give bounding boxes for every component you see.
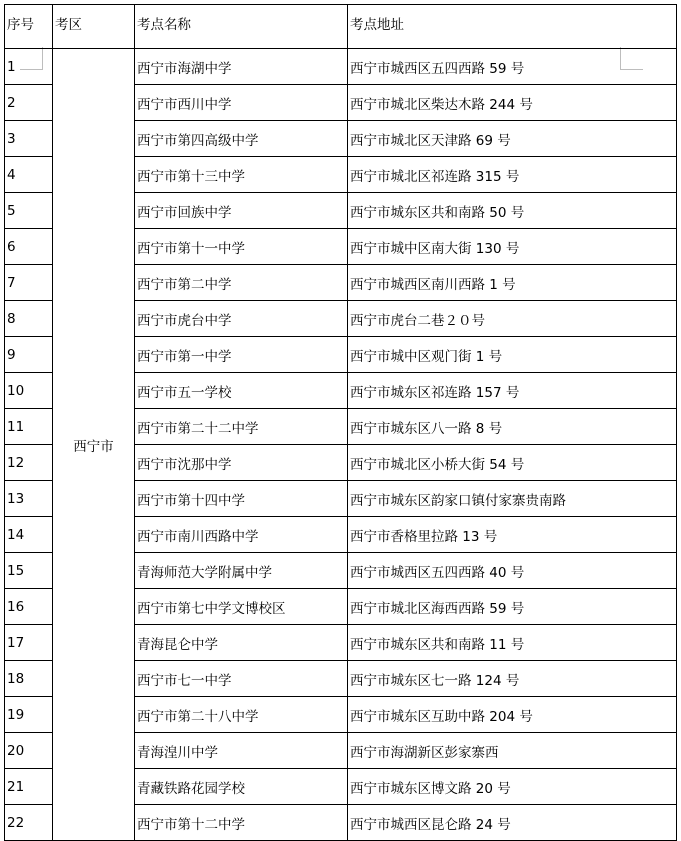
- cell-address: 西宁市城东区博文路 20 号: [348, 769, 677, 805]
- cell-no: 19: [5, 697, 53, 733]
- cell-no: 11: [5, 409, 53, 445]
- cell-name: 西宁市第十一中学: [135, 229, 348, 265]
- cell-no: 7: [5, 265, 53, 301]
- cell-name: 西宁市七一中学: [135, 661, 348, 697]
- cell-no: 8: [5, 301, 53, 337]
- exam-site-table: [4, 4, 677, 841]
- cell-no: 22: [5, 805, 53, 841]
- cell-no: 12: [5, 445, 53, 481]
- cell-name: 青海昆仑中学: [135, 625, 348, 661]
- table-header-row: [5, 5, 677, 49]
- table-row: [5, 49, 677, 85]
- cell-no: 9: [5, 337, 53, 373]
- cell-address: 西宁市城北区天津路 69 号: [348, 121, 677, 157]
- cell-address: 西宁市城北区柴达木路 244 号: [348, 85, 677, 121]
- header-name: 考点名称: [135, 5, 348, 49]
- cell-name: 西宁市第十三中学: [135, 157, 348, 193]
- cell-address: 西宁市城东区共和南路 50 号: [348, 193, 677, 229]
- header-no: 序号: [5, 5, 53, 49]
- cell-no: 3: [5, 121, 53, 157]
- cell-no: 16: [5, 589, 53, 625]
- cell-name: 西宁市第二十二中学: [135, 409, 348, 445]
- cell-address: 西宁市城东区八一路 8 号: [348, 409, 677, 445]
- cell-no: 10: [5, 373, 53, 409]
- cell-address: 西宁市城北区海西西路 59 号: [348, 589, 677, 625]
- cell-name: 青海师范大学附属中学: [135, 553, 348, 589]
- cell-address: 西宁市城北区小桥大街 54 号: [348, 445, 677, 481]
- cell-address: 西宁市城西区五四西路 59 号: [348, 49, 677, 85]
- cell-no: 15: [5, 553, 53, 589]
- cell-address: 西宁市虎台二巷２０号: [348, 301, 677, 337]
- cell-no: 1: [5, 49, 53, 85]
- cell-region: 西宁市: [53, 49, 135, 841]
- cell-name: 青藏铁路花园学校: [135, 769, 348, 805]
- cell-address: 西宁市城东区共和南路 11 号: [348, 625, 677, 661]
- cell-address: 西宁市城中区观门街 1 号: [348, 337, 677, 373]
- cell-address: 西宁市香格里拉路 13 号: [348, 517, 677, 553]
- cell-name: 西宁市第一中学: [135, 337, 348, 373]
- cell-address: 西宁市城东区祁连路 157 号: [348, 373, 677, 409]
- cell-name: 西宁市第十四中学: [135, 481, 348, 517]
- cell-no: 18: [5, 661, 53, 697]
- cell-no: 21: [5, 769, 53, 805]
- cell-no: 20: [5, 733, 53, 769]
- cell-no: 5: [5, 193, 53, 229]
- header-address: 考点地址: [348, 5, 677, 49]
- cell-name: 西宁市海湖中学: [135, 49, 348, 85]
- cell-no: 2: [5, 85, 53, 121]
- cell-address: 西宁市城东区韵家口镇付家寨贵南路: [348, 481, 677, 517]
- cell-address: 西宁市海湖新区彭家寨西: [348, 733, 677, 769]
- cell-name: 西宁市第十二中学: [135, 805, 348, 841]
- cell-address: 西宁市城北区祁连路 315 号: [348, 157, 677, 193]
- cell-name: 西宁市沈那中学: [135, 445, 348, 481]
- cell-no: 6: [5, 229, 53, 265]
- cell-name: 西宁市第四高级中学: [135, 121, 348, 157]
- cell-address: 西宁市城东区互助中路 204 号: [348, 697, 677, 733]
- cell-no: 13: [5, 481, 53, 517]
- cell-name: 西宁市第二十八中学: [135, 697, 348, 733]
- cell-address: 西宁市城西区五四西路 40 号: [348, 553, 677, 589]
- cell-name: 青海湟川中学: [135, 733, 348, 769]
- cell-address: 西宁市城西区南川西路 1 号: [348, 265, 677, 301]
- cell-name: 西宁市虎台中学: [135, 301, 348, 337]
- cell-no: 17: [5, 625, 53, 661]
- cell-name: 西宁市第七中学文博校区: [135, 589, 348, 625]
- cell-name: 西宁市第二中学: [135, 265, 348, 301]
- cell-name: 西宁市西川中学: [135, 85, 348, 121]
- cell-address: 西宁市城西区昆仑路 24 号: [348, 805, 677, 841]
- cell-no: 4: [5, 157, 53, 193]
- cell-name: 西宁市南川西路中学: [135, 517, 348, 553]
- cell-address: 西宁市城东区七一路 124 号: [348, 661, 677, 697]
- cell-no: 14: [5, 517, 53, 553]
- cell-name: 西宁市回族中学: [135, 193, 348, 229]
- header-region: 考区: [53, 5, 135, 49]
- cell-address: 西宁市城中区南大街 130 号: [348, 229, 677, 265]
- cell-name: 西宁市五一学校: [135, 373, 348, 409]
